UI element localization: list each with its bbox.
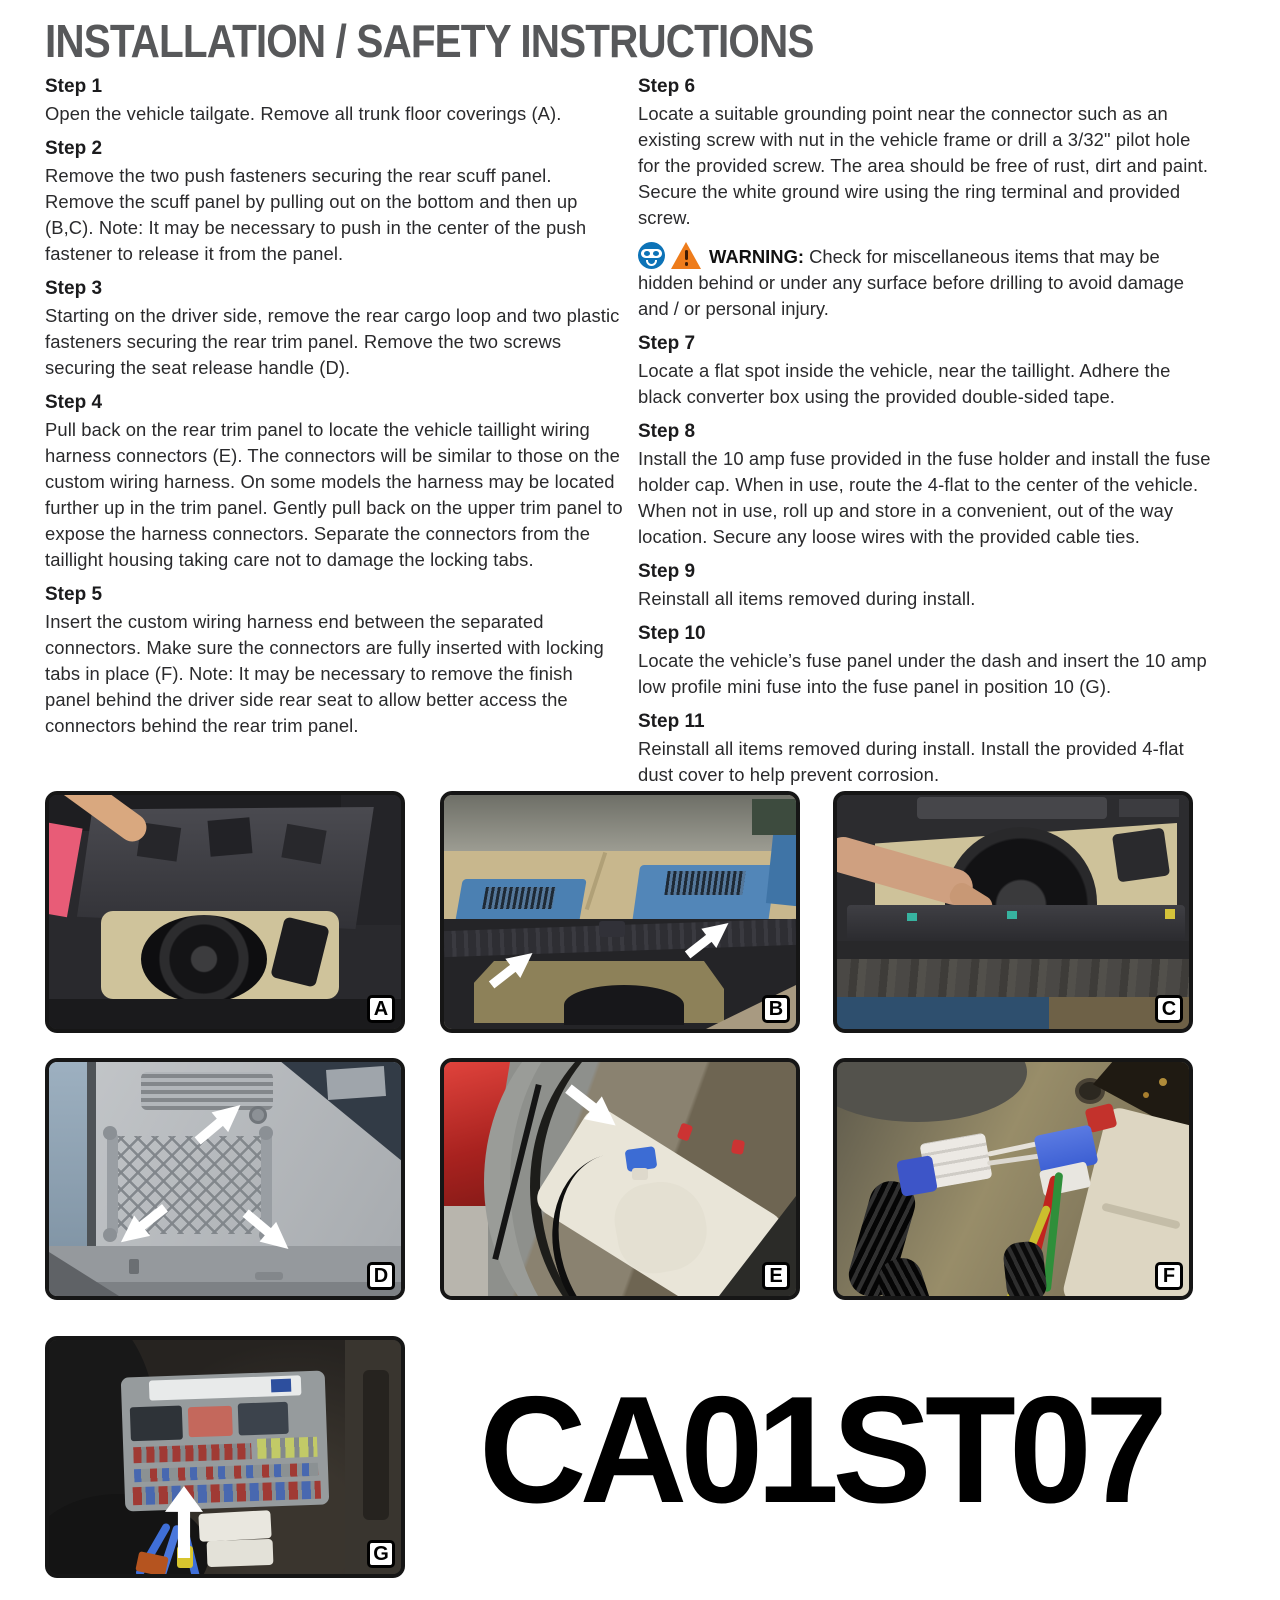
safety-goggles-icon — [638, 242, 665, 269]
step-text: Install the 10 amp fuse provided in the fuse holder and install the fuse holder cap. When in use, route the 4-flat to the center of the vehicle. When not in use, roll up and store in a convenient, out of the way location. Secure any loose wires with the provided cable ties. — [638, 448, 1211, 547]
photo-label: G — [367, 1540, 395, 1568]
step-heading: Step 10 — [638, 623, 706, 644]
page-title: INSTALLATION / SAFETY INSTRUCTIONS — [45, 15, 814, 67]
step-3 — [45, 278, 623, 381]
step-6 — [638, 76, 1216, 231]
jack-tool — [1112, 828, 1170, 883]
warning-text: Check for miscellaneous items that may be hidden behind or under any surface before drilling to avoid damage and / or personal injury. — [638, 246, 1184, 319]
step-heading: Step 6 — [638, 76, 696, 97]
step-heading: Step 1 — [45, 76, 103, 97]
step-1 — [45, 76, 623, 127]
step-11 — [638, 711, 1216, 788]
right-text-column — [638, 66, 1216, 799]
step-text: Reinstall all items removed during install. Install the provided 4-flat dust cover to help prevent corrosion. — [638, 738, 1184, 785]
step-text: Pull back on the rear trim panel to locate the vehicle taillight wiring harness connectors (E). The connectors will be similar to those on the custom wiring harness. On some models the harness may be located further up in the trim panel. Gently pull back on the upper trim panel to expose the harness connectors. Separate the connectors from the taillight housing taking care not to damage the locking tabs. — [45, 419, 623, 570]
step-2 — [45, 138, 623, 267]
photo-label: E — [762, 1262, 790, 1290]
warning-triangle-icon — [671, 242, 701, 269]
step-text: Remove the two push fasteners securing the rear scuff panel. Remove the scuff panel by pulling out on the bottom and then up (B,C). Note: It may be necessary to push in the center of the push fastener to release it from the panel. — [45, 165, 587, 264]
step-text: Reinstall all items removed during install. — [638, 588, 976, 609]
white-connector — [198, 1510, 271, 1542]
photo-label: A — [367, 995, 395, 1023]
step-text: Open the vehicle tailgate. Remove all trunk floor coverings (A). — [45, 103, 562, 124]
step-heading: Step 9 — [638, 561, 696, 582]
fuse-row — [133, 1481, 322, 1506]
step-text: Starting on the driver side, remove the rear cargo loop and two plastic fasteners securing the rear trim panel. Remove the two screws securing the seat release handle (D). — [45, 305, 620, 378]
photo-a-trunk-floor — [45, 791, 405, 1033]
step-heading: Step 3 — [45, 278, 103, 299]
part-code: CA01ST07 — [478, 1364, 1161, 1535]
spare-tire — [141, 915, 267, 1003]
step-heading: Step 11 — [638, 711, 705, 732]
fuse-row — [257, 1437, 318, 1459]
step-heading: Step 8 — [638, 421, 696, 442]
fuse-box — [121, 1370, 330, 1511]
step-9 — [638, 561, 1216, 612]
warning-note — [638, 242, 1216, 322]
relay — [238, 1402, 289, 1436]
blue-connector — [896, 1155, 938, 1197]
step-text: Locate a suitable grounding point near the connector such as an existing screw with nut in the vehicle frame or drill a 3/32" pilot hole for the provided screw. The area should be free of rust, dirt and paint. Secure the white ground wire using the ring terminal and provided screw. — [638, 103, 1209, 228]
photo-c-scuff-panel — [833, 791, 1193, 1033]
left-text-column — [45, 66, 623, 750]
vent-grille — [141, 1072, 273, 1110]
step-7 — [638, 333, 1216, 410]
photo-f-harness-connectors — [833, 1058, 1193, 1300]
photo-label: D — [367, 1262, 395, 1290]
white-connector — [207, 1539, 274, 1567]
step-heading: Step 4 — [45, 392, 103, 413]
photo-e-taillight-connector — [440, 1058, 800, 1300]
step-heading: Step 5 — [45, 584, 103, 605]
relay — [130, 1405, 183, 1441]
step-8 — [638, 421, 1216, 550]
step-text: Locate the vehicle’s fuse panel under the dash and insert the 10 amp low profile mini fuse into the fuse panel in position 10 (G). — [638, 650, 1207, 697]
step-heading: Step 7 — [638, 333, 696, 354]
relay — [188, 1406, 233, 1438]
fuse-row — [133, 1443, 251, 1463]
fuse-row — [134, 1463, 318, 1482]
photo-label: C — [1155, 995, 1183, 1023]
step-text: Insert the custom wiring harness end between the separated connectors. Make sure the connectors are fully inserted with locking tabs in place (F). Note: It may be necessary to remove the finish panel behind the driver side rear seat to allow better access the connectors behind the rear trim panel. — [45, 611, 604, 736]
photo-b-push-fasteners — [440, 791, 800, 1033]
photo-label: B — [762, 995, 790, 1023]
step-4 — [45, 392, 623, 573]
photo-label: F — [1155, 1262, 1183, 1290]
step-5 — [45, 584, 623, 739]
warning-label: WARNING: — [709, 246, 805, 267]
step-10 — [638, 623, 1216, 700]
step-heading: Step 2 — [45, 138, 103, 159]
photo-g-fuse-panel — [45, 1336, 405, 1578]
step-text: Locate a flat spot inside the vehicle, near the taillight. Adhere the black converter box using the provided double-sided tape. — [638, 360, 1171, 407]
cargo-loop-fastener — [249, 1106, 267, 1124]
photo-d-trim-panel — [45, 1058, 405, 1300]
